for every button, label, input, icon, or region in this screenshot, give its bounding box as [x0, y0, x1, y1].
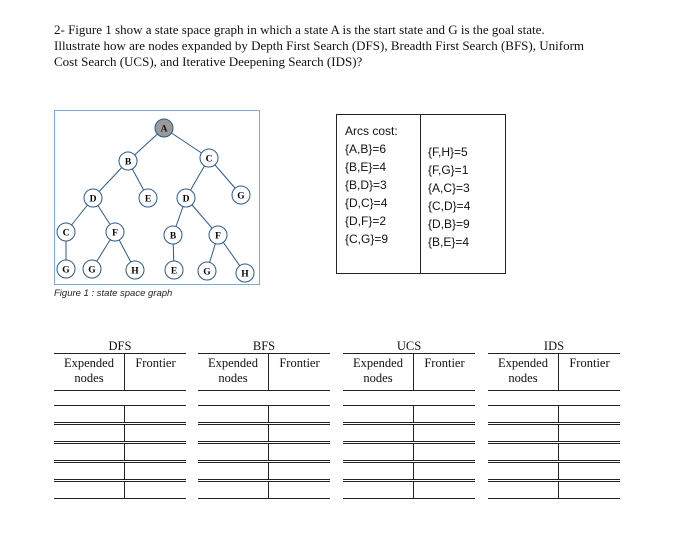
- table-row[interactable]: [488, 405, 620, 423]
- table-row[interactable]: [198, 424, 330, 442]
- table-row[interactable]: [343, 443, 475, 461]
- table-row[interactable]: [54, 443, 186, 461]
- table-row[interactable]: [488, 443, 620, 461]
- table-row[interactable]: [488, 462, 620, 480]
- svg-text:G: G: [88, 265, 96, 276]
- svg-text:A: A: [160, 124, 168, 135]
- svg-text:E: E: [170, 266, 178, 277]
- frontier-header: Frontier: [424, 356, 465, 370]
- node-C: [200, 149, 218, 167]
- arc-cost: {A,B}=6: [345, 142, 387, 156]
- question-line-1: 2- Figure 1 show a state space graph in which a state A is the start state and G is the goal state.: [54, 22, 545, 37]
- table-row[interactable]: [54, 481, 186, 499]
- arc-cost: {C,G}=9: [345, 232, 389, 246]
- node-F2: [209, 226, 227, 244]
- table-row[interactable]: [343, 462, 475, 480]
- frontier-header: Frontier: [569, 356, 610, 370]
- svg-text:G: G: [237, 191, 245, 202]
- table-title: BFS: [252, 339, 276, 353]
- node-B2: [164, 226, 182, 244]
- state-space-graph: [54, 110, 260, 285]
- frontier-header: Frontier: [279, 356, 320, 370]
- arc-cost: {D,F}=2: [345, 214, 387, 228]
- svg-text:G: G: [203, 267, 211, 278]
- svg-text:F: F: [215, 231, 221, 242]
- arc-cost: {B,E}=4: [345, 160, 387, 174]
- question-text: [54, 22, 654, 70]
- table-title: IDS: [543, 339, 565, 353]
- arc-cost: {F,H}=5: [428, 145, 468, 159]
- table-row[interactable]: [343, 405, 475, 423]
- arc-cost: {B,D}=3: [345, 178, 387, 192]
- table-row[interactable]: [198, 481, 330, 499]
- expended-nodes-header: Expended nodes: [353, 356, 403, 385]
- svg-text:D: D: [89, 194, 97, 205]
- arcs-title: Arcs cost:: [345, 124, 398, 138]
- arc-cost: {A,C}=3: [428, 181, 470, 195]
- svg-text:G: G: [62, 265, 70, 276]
- table-row[interactable]: [343, 481, 475, 499]
- table-header: [343, 353, 475, 391]
- graph-nodes: [57, 119, 254, 282]
- node-H2: [236, 264, 254, 282]
- svg-text:C: C: [205, 154, 213, 165]
- table-row[interactable]: [198, 462, 330, 480]
- expended-nodes-header: Expended nodes: [498, 356, 548, 385]
- svg-text:F: F: [112, 228, 118, 239]
- arc-cost: {D,B}=9: [428, 217, 470, 231]
- svg-text:B: B: [124, 157, 132, 168]
- node-B: [119, 152, 137, 170]
- ids-table: [488, 340, 620, 499]
- arc-cost: {B,E}=4: [428, 235, 470, 249]
- svg-text:C: C: [62, 228, 70, 239]
- node-C2: [57, 223, 75, 241]
- arcs-column-2: [421, 115, 505, 273]
- table-title: DFS: [108, 339, 132, 353]
- node-H: [126, 261, 144, 279]
- node-E: [139, 189, 157, 207]
- node-E2: [165, 261, 183, 279]
- figure-caption: Figure 1 : state space graph: [54, 288, 173, 299]
- svg-text:H: H: [241, 269, 249, 280]
- question-line-2: Illustrate how are nodes expanded by Depth First Search (DFS), Breadth First Search (BFS), Uniform: [54, 38, 585, 53]
- node-D2: [177, 189, 195, 207]
- frontier-header: Frontier: [135, 356, 176, 370]
- svg-text:H: H: [131, 266, 139, 277]
- table-row[interactable]: [54, 424, 186, 442]
- expended-nodes-header: Expended nodes: [208, 356, 258, 385]
- table-row[interactable]: [198, 443, 330, 461]
- ucs-table: [343, 340, 475, 499]
- arc-cost: {C,D}=4: [428, 199, 471, 213]
- svg-text:E: E: [144, 194, 152, 205]
- dfs-table: [54, 340, 186, 499]
- node-G: [232, 186, 250, 204]
- table-row[interactable]: [488, 481, 620, 499]
- arc-cost: {D,C}=4: [345, 196, 388, 210]
- arcs-column-1: [337, 115, 421, 273]
- expended-nodes-header: Expended nodes: [64, 356, 114, 385]
- arcs-cost-table: [336, 114, 506, 274]
- table-row[interactable]: [54, 462, 186, 480]
- node-F: [106, 223, 124, 241]
- table-row[interactable]: [343, 424, 475, 442]
- table-header: [488, 353, 620, 391]
- table-header: [54, 353, 186, 391]
- svg-text:D: D: [182, 194, 190, 205]
- node-G2: [57, 260, 75, 278]
- table-title: UCS: [396, 339, 422, 353]
- table-header: [198, 353, 330, 391]
- svg-text:B: B: [169, 231, 177, 242]
- table-row[interactable]: [488, 424, 620, 442]
- table-row[interactable]: [198, 405, 330, 423]
- question-line-3: Cost Search (UCS), and Iterative Deepening Search (IDS)?: [54, 54, 363, 69]
- node-A: [155, 119, 173, 137]
- bfs-table: [198, 340, 330, 499]
- node-G4: [198, 262, 216, 280]
- node-D: [84, 189, 102, 207]
- table-row[interactable]: [54, 405, 186, 423]
- node-G3: [83, 260, 101, 278]
- arc-cost: {F,G}=1: [428, 163, 469, 177]
- graph-svg: [55, 111, 261, 286]
